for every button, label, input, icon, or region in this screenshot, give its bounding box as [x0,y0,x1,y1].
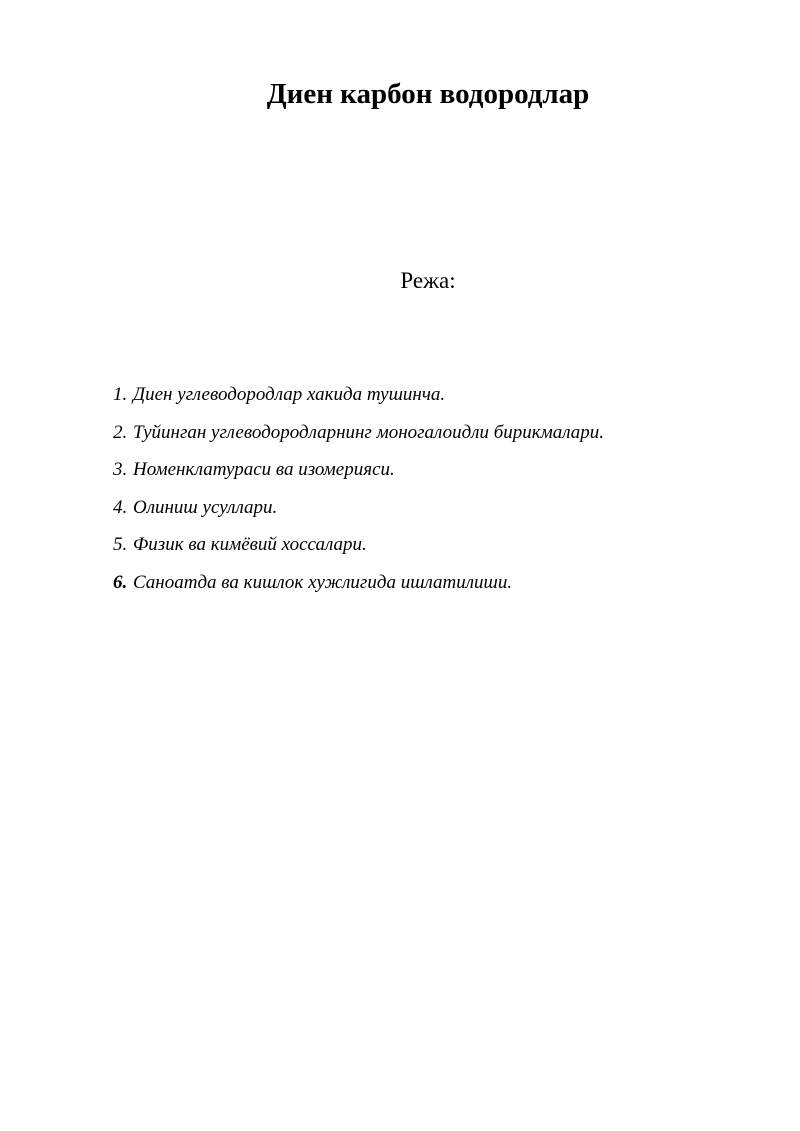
plan-item-text: Туйинган углеводородларнинг моногалоидли бирикмалари. [133,421,605,443]
plan-item-3 [113,456,604,494]
plan-item-2 [113,419,604,457]
plan-item-text: Олиниш усуллари. [133,496,278,518]
plan-heading: Режа: [400,268,456,293]
plan-item-text: Диен углеводородлар хакида тушинча. [133,384,446,405]
plan-item-number: 1. [113,384,128,405]
plan-list [113,381,604,606]
document-title: Диен карбон водородлар [266,78,590,110]
plan-item-number: 5. [113,534,128,555]
plan-item-5 [113,531,604,569]
plan-item-number: 4. [113,496,128,518]
plan-item-number: 6. [113,571,128,593]
plan-item-1 [113,381,604,419]
plan-item-text: Физик ва кимёвий хоссалари. [133,534,367,555]
plan-item-text: Саноатда ва кишлок хужлигида ишлатилиши. [133,571,513,593]
plan-item-text: Номенклатураси ва изомерияси. [133,459,395,480]
plan-item-number: 3. [113,459,128,480]
plan-item-6 [113,569,604,607]
plan-item-number: 2. [113,421,128,443]
plan-item-4 [113,494,604,532]
